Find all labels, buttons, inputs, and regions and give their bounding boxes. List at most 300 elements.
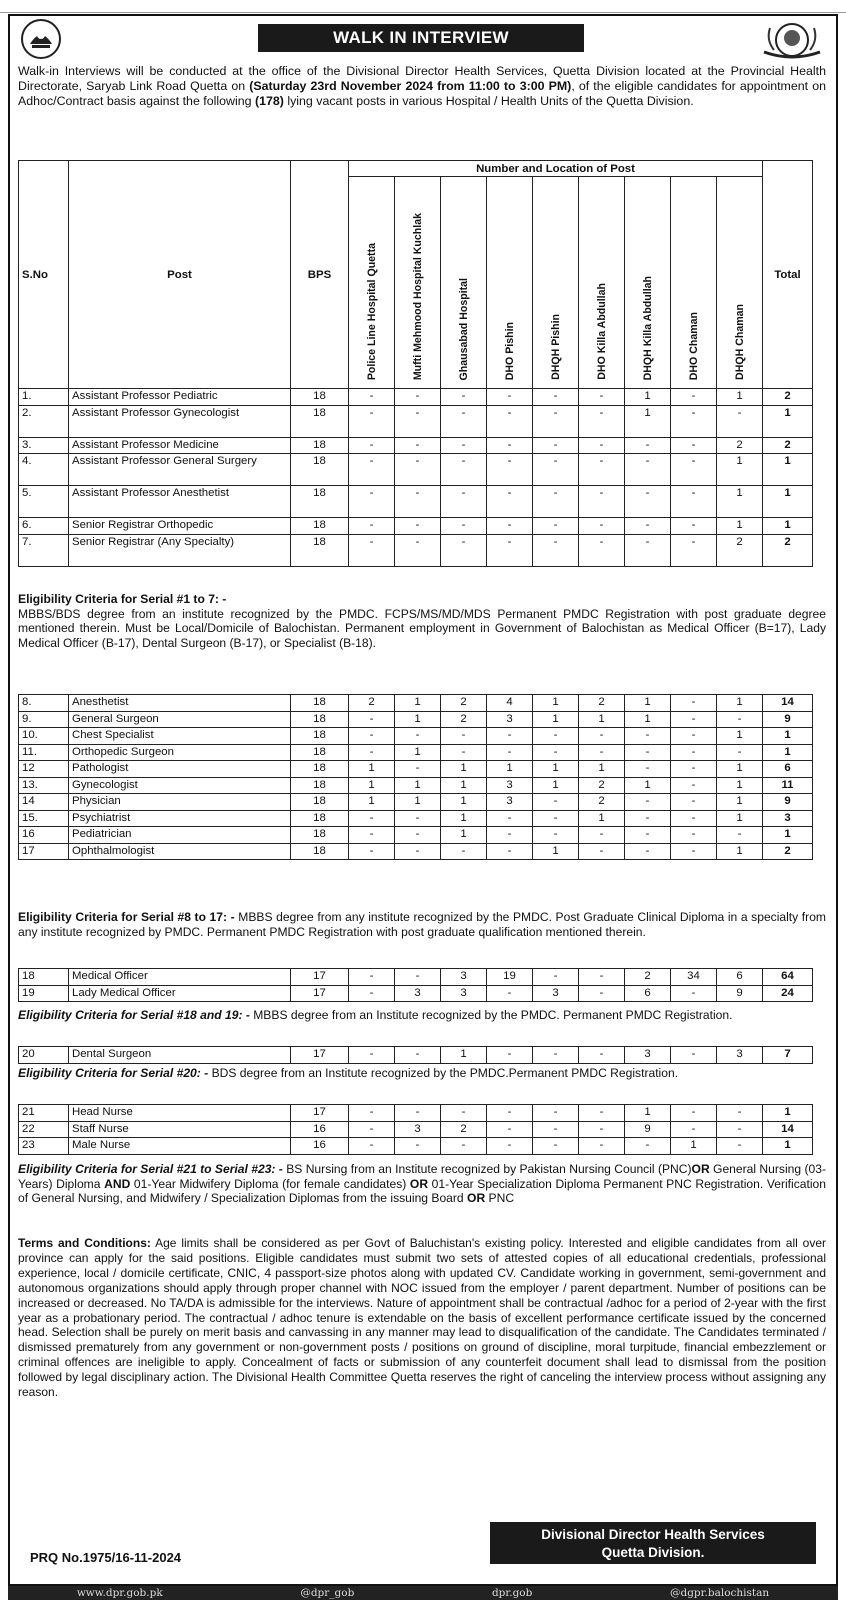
cell-location-value: - (349, 810, 395, 827)
table-row (19, 534, 813, 566)
cell-location-value: - (671, 794, 717, 811)
criteria-21-to-23 (18, 1162, 826, 1206)
cell-location-value: - (349, 985, 395, 1002)
cell-total: 1 (763, 518, 813, 535)
cell-location-value: - (395, 843, 441, 860)
cell-location-value: 1 (717, 389, 763, 406)
cell-location-value: - (395, 389, 441, 406)
table-row (19, 761, 813, 778)
table-row (19, 518, 813, 535)
criteria-5-text-a: BS Nursing from an Institute recognized by Pakistan Nursing Council (PNC) (282, 1162, 692, 1176)
cell-total: 9 (763, 794, 813, 811)
cell-location-value: - (395, 969, 441, 986)
cell-location-value: - (579, 437, 625, 454)
cell-location-value: - (441, 486, 487, 518)
cell-total: 6 (763, 761, 813, 778)
cell-location-value: - (533, 728, 579, 745)
cell-location-value: - (395, 1138, 441, 1155)
cell-location-value: - (625, 728, 671, 745)
cell-location-value: - (487, 534, 533, 566)
cell-location-value: 3 (487, 711, 533, 728)
cell-location-value: - (625, 518, 671, 535)
cell-location-value: - (625, 437, 671, 454)
cell-location-value: - (349, 405, 395, 437)
government-emblem-left (20, 18, 62, 60)
cell-post: Staff Nurse (69, 1121, 291, 1138)
cell-location-value: - (487, 454, 533, 486)
cell-location-value: - (349, 728, 395, 745)
cell-location-value: - (395, 534, 441, 566)
cell-post: Assistant Professor Medicine (69, 437, 291, 454)
footer-instagram[interactable]: dpr.gob (491, 1587, 533, 1599)
cell-bps: 18 (291, 843, 349, 860)
cell-location-value: - (441, 534, 487, 566)
cell-location-value: 9 (625, 1121, 671, 1138)
cell-location-value: 1 (349, 794, 395, 811)
cell-location-value: - (579, 518, 625, 535)
cell-location-value: - (487, 728, 533, 745)
cell-location-value: - (349, 437, 395, 454)
cell-location-value: - (579, 728, 625, 745)
posts-table-group-1 (18, 160, 813, 567)
footer-twitter[interactable]: @dpr_gob (300, 1587, 355, 1599)
header-post: Post (69, 161, 291, 389)
cell-location-value: - (441, 454, 487, 486)
post-count: (178) (254, 94, 284, 109)
cell-location-value: 1 (717, 794, 763, 811)
criteria-18-19 (18, 1008, 826, 1023)
cell-location-value: - (625, 843, 671, 860)
cell-location-value: - (533, 389, 579, 406)
cell-location-value: - (533, 405, 579, 437)
cell-location-value: 1 (717, 518, 763, 535)
cell-bps: 17 (291, 1047, 349, 1064)
cell-location-value: - (579, 985, 625, 1002)
cell-location-value: - (349, 827, 395, 844)
criteria-5-or-1: OR (691, 1162, 710, 1176)
cell-location-value: 1 (717, 810, 763, 827)
cell-location-value: 6 (625, 985, 671, 1002)
cell-location-value: - (579, 1105, 625, 1122)
cell-location-value: - (533, 827, 579, 844)
cell-location-value: 1 (395, 744, 441, 761)
cell-location-value: - (395, 437, 441, 454)
cell-location-value: 1 (533, 711, 579, 728)
cell-location-value: - (579, 389, 625, 406)
cell-location-value: 3 (487, 794, 533, 811)
cell-post: General Surgeon (69, 711, 291, 728)
cell-location-value: - (671, 437, 717, 454)
header-location-0 (349, 177, 395, 389)
criteria-4-text: BDS degree from an Institute recognized by the PMDC.Permanent PMDC Registration. (208, 1066, 679, 1080)
header-bps: BPS (291, 161, 349, 389)
header-location-2 (441, 177, 487, 389)
cell-location-value: 1 (441, 761, 487, 778)
header-location-6 (625, 177, 671, 389)
cell-location-value: - (395, 761, 441, 778)
cell-total: 1 (763, 1138, 813, 1155)
location-label: Police Line Hospital Quetta (365, 242, 378, 380)
cell-location-value: 1 (717, 843, 763, 860)
cell-bps: 18 (291, 389, 349, 406)
location-label: DHQH Pishin (549, 314, 562, 380)
cell-location-value: - (533, 794, 579, 811)
cell-location-value: 2 (579, 794, 625, 811)
cell-total: 9 (763, 711, 813, 728)
cell-location-value: 2 (717, 534, 763, 566)
cell-post: Assistant Professor Anesthetist (69, 486, 291, 518)
cell-location-value: 1 (579, 810, 625, 827)
cell-location-value: 1 (625, 1105, 671, 1122)
cell-location-value: - (625, 810, 671, 827)
cell-location-value: - (533, 437, 579, 454)
cell-location-value: - (671, 518, 717, 535)
cell-location-value: - (671, 405, 717, 437)
cell-location-value: - (533, 1047, 579, 1064)
location-label: DHO Chaman (687, 311, 700, 380)
cell-location-value: - (671, 777, 717, 794)
cell-post: Chest Specialist (69, 728, 291, 745)
cell-location-value: - (671, 985, 717, 1002)
cell-location-value: - (487, 744, 533, 761)
cell-location-value: 2 (441, 1121, 487, 1138)
cell-location-value: 1 (625, 777, 671, 794)
cell-location-value: - (487, 1105, 533, 1122)
cell-total: 14 (763, 695, 813, 712)
cell-location-value: 1 (441, 794, 487, 811)
footer-bar (8, 1586, 838, 1600)
terms-and-conditions (18, 1236, 826, 1400)
criteria-5-or-3: OR (467, 1191, 486, 1206)
criteria-20 (18, 1066, 826, 1081)
top-strip (0, 0, 846, 13)
cell-location-value: - (671, 744, 717, 761)
cell-location-value: - (349, 744, 395, 761)
location-label: DHQH Chaman (733, 304, 746, 380)
cell-post: Head Nurse (69, 1105, 291, 1122)
criteria-1-to-7 (18, 592, 826, 650)
cell-location-value: - (441, 1105, 487, 1122)
criteria-2-title: Eligibility Criteria for Serial #8 to 17: - (18, 910, 235, 924)
cell-location-value: - (717, 827, 763, 844)
cell-sno: 21 (19, 1105, 69, 1122)
cell-location-value: 1 (487, 761, 533, 778)
cell-location-value: - (625, 761, 671, 778)
cell-location-value: 3 (487, 777, 533, 794)
cell-bps: 18 (291, 454, 349, 486)
intro-text-3: lying vacant posts in various Hospital / Health Units of the Quetta Division. (283, 94, 694, 109)
cell-location-value: 3 (533, 985, 579, 1002)
terms-title: Terms and Conditions: (18, 1236, 151, 1250)
cell-location-value: 1 (533, 761, 579, 778)
criteria-1-title: Eligibility Criteria for Serial #1 to 7: - (18, 592, 227, 606)
criteria-5-text-b: General Nursing (03-Years) Diploma (18, 1162, 826, 1191)
cell-location-value: 2 (349, 695, 395, 712)
cell-location-value: 1 (625, 711, 671, 728)
cell-sno: 16 (19, 827, 69, 844)
cell-bps: 18 (291, 827, 349, 844)
cell-post: Assistant Professor General Surgery (69, 454, 291, 486)
cell-location-value: - (349, 389, 395, 406)
footer-website[interactable]: www.dpr.gob.pk (76, 1587, 163, 1599)
cell-location-value: - (533, 454, 579, 486)
table-row (19, 794, 813, 811)
cell-total: 7 (763, 1047, 813, 1064)
cell-bps: 18 (291, 405, 349, 437)
cell-bps: 18 (291, 728, 349, 745)
cell-location-value: - (441, 744, 487, 761)
cell-location-value: - (349, 534, 395, 566)
cell-location-value: - (625, 454, 671, 486)
cell-bps: 18 (291, 534, 349, 566)
cell-location-value: - (671, 1121, 717, 1138)
cell-location-value: - (349, 518, 395, 535)
cell-location-value: 1 (579, 711, 625, 728)
cell-location-value: - (671, 695, 717, 712)
cell-location-value: 1 (395, 695, 441, 712)
cell-post: Anesthetist (69, 695, 291, 712)
cell-location-value: - (487, 985, 533, 1002)
cell-location-value: 19 (487, 969, 533, 986)
cell-bps: 16 (291, 1121, 349, 1138)
cell-location-value: - (625, 1138, 671, 1155)
cell-post: Assistant Professor Pediatric (69, 389, 291, 406)
cell-post: Dental Surgeon (69, 1047, 291, 1064)
table-row (19, 389, 813, 406)
cell-location-value: - (579, 1047, 625, 1064)
cell-sno: 6. (19, 518, 69, 535)
cell-location-value: - (395, 1047, 441, 1064)
cell-sno: 11. (19, 744, 69, 761)
cell-location-value: 2 (441, 711, 487, 728)
cell-location-value: - (349, 1047, 395, 1064)
cell-location-value: 6 (717, 969, 763, 986)
cell-location-value: 3 (441, 985, 487, 1002)
cell-location-value: 1 (625, 389, 671, 406)
table-row (19, 744, 813, 761)
criteria-5-and: AND (104, 1176, 131, 1191)
cell-location-value: 1 (441, 777, 487, 794)
cell-sno: 18 (19, 969, 69, 986)
table-row (19, 711, 813, 728)
table-row (19, 810, 813, 827)
cell-location-value: - (349, 1138, 395, 1155)
cell-location-value: - (487, 1121, 533, 1138)
cell-location-value: - (579, 827, 625, 844)
cell-bps: 18 (291, 794, 349, 811)
cell-location-value: - (395, 810, 441, 827)
cell-location-value: 34 (671, 969, 717, 986)
header-location-8 (717, 177, 763, 389)
cell-sno: 8. (19, 695, 69, 712)
cell-location-value: - (579, 405, 625, 437)
cell-sno: 10. (19, 728, 69, 745)
cell-post: Psychiatrist (69, 810, 291, 827)
cell-location-value: 2 (579, 777, 625, 794)
cell-location-value: - (625, 744, 671, 761)
cell-location-value: 3 (625, 1047, 671, 1064)
cell-sno: 4. (19, 454, 69, 486)
cell-location-value: - (441, 518, 487, 535)
cell-post: Senior Registrar (Any Specialty) (69, 534, 291, 566)
cell-location-value: 1 (671, 1138, 717, 1155)
intro-text-1: Walk-in Interviews will be conducted at the office of the Divisional Director Health Services, Quetta Division located at the Provincial Health Directorate, Saryab Link Road Quetta on (18, 64, 826, 94)
cell-location-value: - (487, 1138, 533, 1155)
cell-location-value: - (395, 405, 441, 437)
cell-location-value: 1 (717, 454, 763, 486)
cell-location-value: - (395, 486, 441, 518)
cell-location-value: - (533, 518, 579, 535)
cell-location-value: - (671, 843, 717, 860)
cell-post: Pathologist (69, 761, 291, 778)
cell-location-value: - (487, 1047, 533, 1064)
cell-location-value: - (717, 711, 763, 728)
cell-total: 1 (763, 827, 813, 844)
cell-location-value: 1 (349, 761, 395, 778)
location-label: DHO Killa Abdullah (595, 283, 608, 380)
cell-total: 24 (763, 985, 813, 1002)
cell-post: Lady Medical Officer (69, 985, 291, 1002)
intro-text-2: , of the eligible candidates for appointment on Adhoc/Contract basis against the following (18, 79, 826, 109)
cell-sno: 22 (19, 1121, 69, 1138)
cell-location-value: - (441, 437, 487, 454)
cell-total: 2 (763, 389, 813, 406)
cell-location-value: - (349, 969, 395, 986)
cell-location-value: 1 (717, 728, 763, 745)
cell-location-value: - (349, 1121, 395, 1138)
cell-location-value: 1 (533, 843, 579, 860)
prq-number: PRQ No.1975/16-11-2024 (30, 1550, 182, 1565)
cell-location-value: - (671, 761, 717, 778)
cell-sno: 23 (19, 1138, 69, 1155)
table-row (19, 1121, 813, 1138)
posts-table-group-5 (18, 1104, 813, 1155)
cell-location-value: - (625, 486, 671, 518)
cell-post: Physician (69, 794, 291, 811)
cell-bps: 17 (291, 985, 349, 1002)
cell-location-value: - (579, 969, 625, 986)
cell-location-value: 1 (717, 486, 763, 518)
criteria-1-text: MBBS/BDS degree from an institute recognized by the PMDC. FCPS/MS/MD/MDS Permanent PMDC Registration with post graduate degree mentioned therein. Must be Local/Domicile of Balochistan. Permanent employment in Government of Balochistan as Medical Officer (B=17), Lady Medical Officer (B-17), Dental Surgeon (B-17), or Specialist (B-18). (18, 606, 826, 650)
table-row (19, 454, 813, 486)
header-location-1 (395, 177, 441, 389)
posts-table-group-2 (18, 694, 813, 860)
cell-location-value: - (533, 486, 579, 518)
cell-sno: 15. (19, 810, 69, 827)
cell-location-value: - (395, 454, 441, 486)
cell-location-value: 1 (395, 777, 441, 794)
header-location-group: Number and Location of Post (349, 161, 763, 177)
cell-location-value: - (349, 1105, 395, 1122)
cell-sno: 5. (19, 486, 69, 518)
criteria-8-to-17 (18, 910, 826, 939)
cell-location-value: - (349, 486, 395, 518)
cell-location-value: - (579, 1121, 625, 1138)
cell-post: Male Nurse (69, 1138, 291, 1155)
cell-location-value: 3 (395, 1121, 441, 1138)
cell-location-value: 2 (579, 695, 625, 712)
cell-sno: 12 (19, 761, 69, 778)
table-row (19, 843, 813, 860)
cell-total: 1 (763, 1105, 813, 1122)
header-location-4 (533, 177, 579, 389)
cell-location-value: - (533, 810, 579, 827)
cell-location-value: 2 (717, 437, 763, 454)
table-row (19, 1138, 813, 1155)
cell-location-value: - (717, 1121, 763, 1138)
cell-location-value: - (487, 389, 533, 406)
cell-location-value: - (671, 534, 717, 566)
footer-facebook[interactable]: @dgpr.balochistan (669, 1587, 770, 1599)
cell-total: 1 (763, 486, 813, 518)
cell-bps: 17 (291, 1105, 349, 1122)
criteria-5-or-2: OR (409, 1176, 429, 1191)
cell-sno: 7. (19, 534, 69, 566)
cell-location-value: 1 (717, 695, 763, 712)
cell-location-value: - (395, 1105, 441, 1122)
cell-location-value: - (625, 794, 671, 811)
cell-location-value: 1 (441, 810, 487, 827)
table-row (19, 1047, 813, 1064)
criteria-4-title: Eligibility Criteria for Serial #20: - (18, 1066, 209, 1080)
cell-total: 1 (763, 728, 813, 745)
interview-date: (Saturday 23rd November 2024 from 11:00 to 3:00 PM) (249, 79, 572, 94)
cell-location-value: - (671, 454, 717, 486)
cell-bps: 18 (291, 518, 349, 535)
cell-location-value: - (579, 454, 625, 486)
cell-location-value: - (717, 1138, 763, 1155)
cell-location-value: - (717, 1105, 763, 1122)
table-row (19, 827, 813, 844)
cell-location-value: 1 (717, 777, 763, 794)
cell-location-value: - (533, 534, 579, 566)
cell-bps: 18 (291, 810, 349, 827)
cell-bps: 18 (291, 711, 349, 728)
cell-location-value: - (349, 711, 395, 728)
cell-location-value: - (395, 518, 441, 535)
cell-location-value: 1 (395, 794, 441, 811)
cell-location-value: 1 (441, 1047, 487, 1064)
posts-table-group-4 (18, 1046, 813, 1064)
cell-sno: 17 (19, 843, 69, 860)
criteria-5-text-c: 01-Year Midwifery Diploma (for female candidates) (130, 1176, 410, 1191)
criteria-5-text-e: PNC (485, 1191, 515, 1206)
cell-post: Pediatrician (69, 827, 291, 844)
cell-location-value: 1 (349, 777, 395, 794)
cell-location-value: - (579, 486, 625, 518)
cell-location-value: - (625, 827, 671, 844)
cell-post: Ophthalmologist (69, 843, 291, 860)
cell-total: 2 (763, 437, 813, 454)
cell-total: 1 (763, 454, 813, 486)
cell-location-value: - (579, 1138, 625, 1155)
cell-post: Senior Registrar Orthopedic (69, 518, 291, 535)
cell-location-value: - (533, 1138, 579, 1155)
cell-location-value: - (487, 827, 533, 844)
cell-sno: 14 (19, 794, 69, 811)
table-row (19, 777, 813, 794)
cell-total: 2 (763, 843, 813, 860)
cell-location-value: 3 (717, 1047, 763, 1064)
cell-location-value: - (487, 810, 533, 827)
cell-location-value: - (349, 454, 395, 486)
cell-location-value: - (395, 728, 441, 745)
cell-location-value: 1 (579, 761, 625, 778)
cell-location-value: - (671, 1105, 717, 1122)
header-location-3 (487, 177, 533, 389)
cell-location-value: - (441, 389, 487, 406)
cell-total: 14 (763, 1121, 813, 1138)
